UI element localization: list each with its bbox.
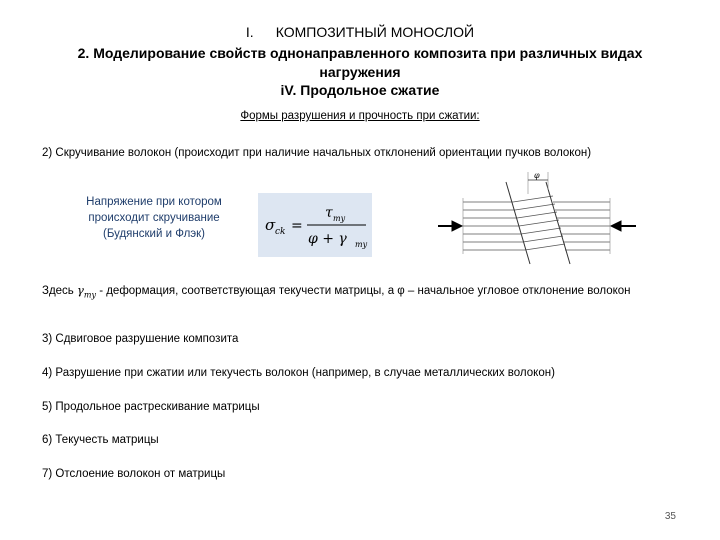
formula-denominator-sub: my (355, 240, 368, 249)
item-6: 6) Текучесть матрицы (42, 434, 159, 446)
item-5: 5) Продольное растрескивание матрицы (42, 401, 260, 413)
formula-equals: = (291, 218, 303, 234)
main-title (0, 24, 720, 40)
title-text: КОМПОЗИТНЫЙ МОНОСЛОЙ (275, 24, 475, 40)
formula-numerator: τ (325, 205, 333, 221)
fiber-kinking-figure (438, 168, 638, 283)
item-7: 7) Отслоение волокон от матрицы (42, 468, 226, 480)
kinking-diagram (438, 168, 638, 278)
section-title: iV. Продольное сжатие (280, 82, 440, 98)
item-2: 2) Скручивание волокон (происходит при наличие начальных отклонений ориентации пучков волокон) (42, 147, 592, 159)
subtitle: 2. Моделирование свойств однонаправленного композита при различных видах нагружения (77, 45, 643, 80)
angle-label: φ (534, 171, 540, 180)
formula-box (258, 193, 372, 257)
underlined-heading: Формы разрушения и прочность при сжатии: (240, 110, 480, 122)
formula-numerator-sub: my (333, 214, 346, 223)
gamma-symbol: γ (77, 283, 84, 297)
page-number: 35 (664, 511, 676, 522)
stress-note: Напряжение при котором происходит скручивание (Будянский и Флэк) (86, 196, 222, 240)
formula-lhs: σ (265, 216, 276, 234)
item-4: 4) Разрушение при сжатии или текучесть волокон (например, в случае металлических волокон) (42, 367, 555, 379)
explanation: Здесь $\gamma_{my}$ - деформация, соответствующая текучести матрицы, а φ – начальное угловое отклонение волокон (42, 283, 631, 300)
formula-denominator: φ + γ (308, 231, 347, 247)
title-number: I. (245, 24, 254, 40)
item-3: 3) Сдвиговое разрушение композита (42, 333, 239, 345)
formula (258, 193, 372, 257)
formula-lhs-sub: ck (275, 227, 286, 237)
